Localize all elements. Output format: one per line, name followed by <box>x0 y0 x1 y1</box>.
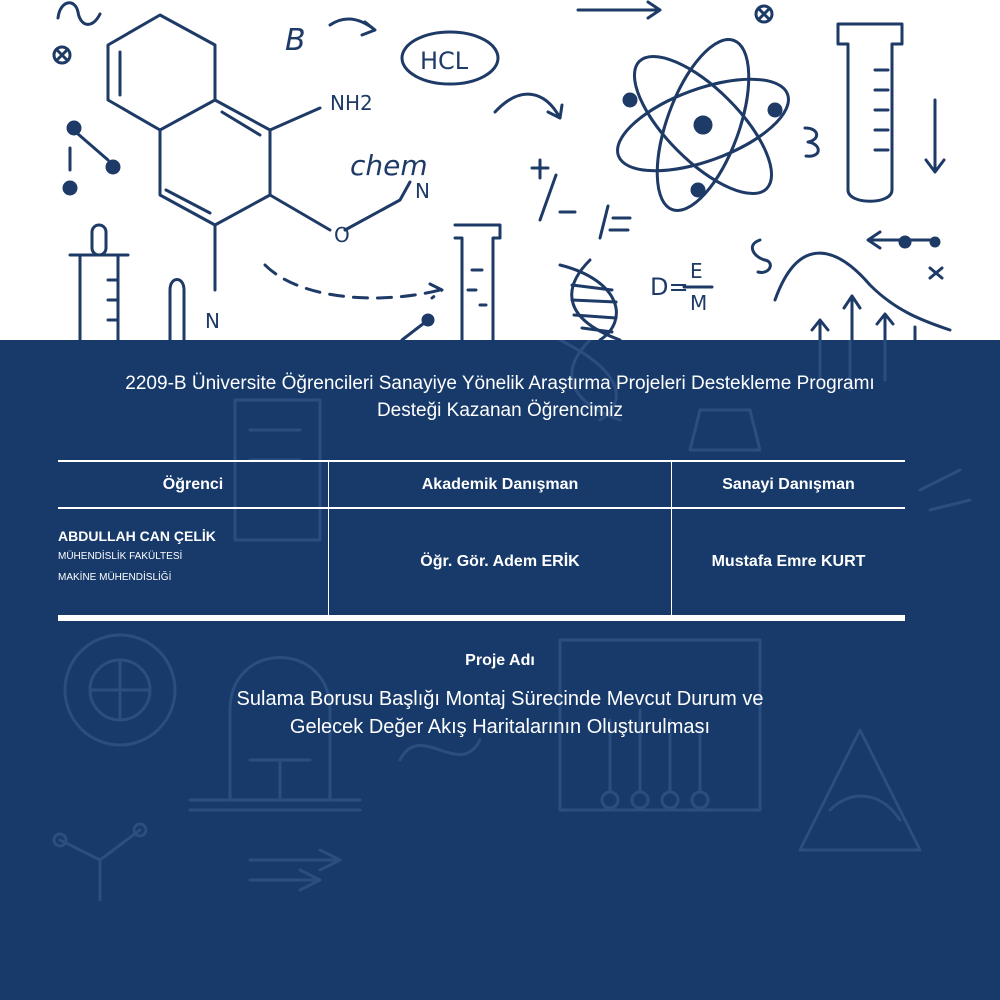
label-n-bottom: N <box>205 309 220 333</box>
column-header-student: Öğrenci <box>162 475 224 493</box>
label-o: O <box>334 223 350 247</box>
molecule-dots-icon <box>64 122 119 194</box>
test-tube-icon <box>455 225 500 340</box>
squiggle-doodle <box>752 240 770 272</box>
student-cell <box>58 526 328 588</box>
academic-advisor-name: Öğr. Gör. Adem ERİK <box>420 553 580 570</box>
title-line-2: Desteği Kazanan Öğrencimiz <box>376 400 624 421</box>
dna-icon <box>560 260 620 340</box>
table-bottom-rule <box>58 615 905 621</box>
label-d: D= <box>650 273 689 301</box>
announcement-panel <box>0 340 1000 1000</box>
atom-icon <box>606 28 800 222</box>
project-title-line-2: Gelecek Değer Akış Haritalarının Oluşturulması <box>289 716 711 738</box>
arrow-icon <box>330 19 375 35</box>
project-title <box>150 685 850 741</box>
arrow-icon <box>578 2 660 18</box>
student-department: MAKİNE MÜHENDİSLİĞİ <box>58 572 172 583</box>
equals-icon <box>600 206 630 238</box>
squiggle-doodle <box>58 3 100 25</box>
test-tube-icon <box>838 24 902 201</box>
industry-advisor-name: Mustafa Emre KURT <box>711 553 866 570</box>
squiggle-doodle <box>805 128 818 156</box>
student-name: ABDULLAH CAN ÇELİK <box>58 528 216 544</box>
label-n: N <box>415 179 430 203</box>
project-title-line-1: Sulama Borusu Başlığı Montaj Sürecinde Mevcut Durum ve <box>236 688 764 710</box>
label-m: M <box>690 291 708 315</box>
column-header-academic-advisor: Akademik Danışman <box>421 475 579 493</box>
plus-minus-icon <box>532 160 575 220</box>
column-header-industry-advisor: Sanayi Danışman <box>722 475 855 493</box>
arrow-icon <box>926 100 944 172</box>
info-table <box>58 460 905 622</box>
chemistry-doodle-banner <box>0 0 1000 340</box>
dashed-arrow-icon <box>265 265 442 298</box>
background-doodles <box>0 340 1000 1000</box>
dropper-icon <box>170 280 184 341</box>
cross-circle-icon <box>756 6 772 22</box>
label-e: E <box>690 259 703 283</box>
project-label: Proje Adı <box>465 652 535 669</box>
label-nh2: NH2 <box>330 91 373 115</box>
student-faculty: MÜHENDİSLİK FAKÜLTESİ <box>58 551 183 562</box>
label-hcl: HCL <box>420 47 469 75</box>
title-line-1: 2209-B Üniversite Öğrencileri Sanayiye Yönelik Araştırma Projeleri Destekleme Programı <box>125 373 875 394</box>
label-b: B <box>285 23 306 58</box>
cross-circle-icon <box>54 47 70 63</box>
label-chem: chem <box>350 149 428 182</box>
pipette-icon <box>70 225 128 340</box>
bell-curve-chart-icon <box>775 253 950 340</box>
page-title <box>20 370 980 424</box>
arrow-icon <box>495 94 562 118</box>
